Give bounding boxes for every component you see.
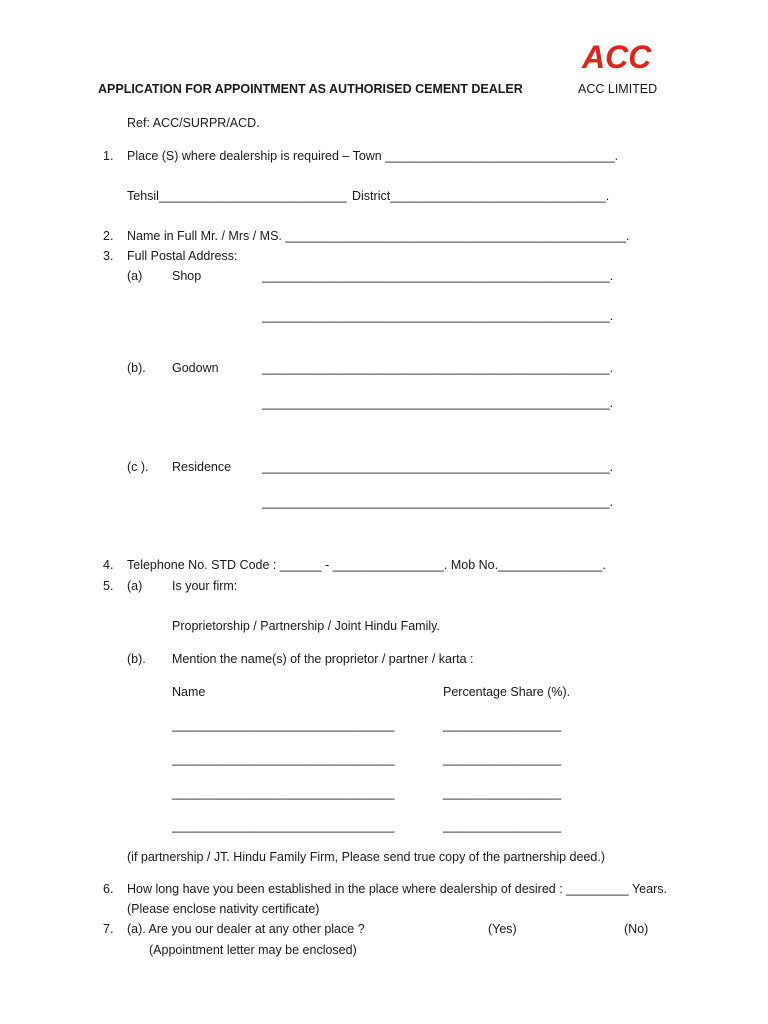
q1-number: 1. [103, 149, 114, 163]
acc-logo [580, 40, 692, 74]
firm-type-options: Proprietorship / Partnership / Joint Hindu Family. [172, 619, 440, 633]
document-title: APPLICATION FOR APPOINTMENT AS AUTHORISED CEMENT DEALER [98, 82, 523, 96]
column-header-name: Name [172, 685, 206, 699]
q7-yes-option: (Yes) [488, 922, 517, 936]
q2-name-field: Name in Full Mr. / Mrs / MS. _________________________________________________. [127, 229, 630, 243]
partner-name-line: ________________________________ [172, 786, 395, 800]
partner-share-line: _________________ [443, 718, 562, 732]
q5b-marker: (b). [127, 652, 146, 666]
partner-name-line: ________________________________ [172, 718, 395, 732]
godown-address-line-2: __________________________________________________. [262, 396, 614, 410]
q5b-question: Mention the name(s) of the proprietor / partner / karta : [172, 652, 474, 666]
godown-address-line-1: __________________________________________________. [262, 361, 614, 375]
q1-district-field: District_______________________________. [352, 189, 610, 203]
company-name: ACC LIMITED [578, 82, 658, 96]
residence-label: Residence [172, 460, 232, 474]
partner-name-line: ________________________________ [172, 819, 395, 833]
q2-number: 2. [103, 229, 114, 243]
q5-number: 5. [103, 579, 114, 593]
q7-note: (Appointment letter may be enclosed) [149, 943, 357, 957]
shop-marker: (a) [127, 269, 143, 283]
q1-tehsil-field: Tehsil___________________________ [127, 189, 347, 203]
reference: Ref: ACC/SURPR/ACD. [127, 116, 260, 130]
partner-name-line: ________________________________ [172, 752, 395, 766]
shop-label: Shop [172, 269, 202, 283]
q6-note: (Please enclose nativity certificate) [127, 902, 320, 916]
q4-number: 4. [103, 558, 114, 572]
q7-question: (a). Are you our dealer at any other place ? [127, 922, 365, 936]
shop-address-line-2: __________________________________________________. [262, 309, 614, 323]
column-header-share: Percentage Share (%). [443, 685, 571, 699]
q6-question: How long have you been established in the place where dealership of desired : _________ Years. [127, 882, 667, 896]
q7-number: 7. [103, 922, 114, 936]
q4-telephone-field: Telephone No. STD Code : ______ - ________________. Mob No._______________. [127, 558, 606, 572]
partnership-deed-note: (if partnership / JT. Hindu Family Firm, Please send true copy of the partnership deed.) [127, 850, 605, 864]
godown-label: Godown [172, 361, 219, 375]
q5a-question: Is your firm: [172, 579, 238, 593]
residence-marker: (c ). [127, 460, 149, 474]
partner-share-line: _________________ [443, 752, 562, 766]
acc-logo-text: ACC [582, 40, 652, 74]
residence-address-line-2: __________________________________________________. [262, 495, 614, 509]
q3-heading: Full Postal Address: [127, 249, 238, 263]
shop-address-line-1: __________________________________________________. [262, 269, 614, 283]
godown-marker: (b). [127, 361, 146, 375]
partner-share-line: _________________ [443, 819, 562, 833]
q1-town-field: Place (S) where dealership is required – Town _________________________________. [127, 149, 619, 163]
q5a-marker: (a) [127, 579, 143, 593]
partner-share-line: _________________ [443, 786, 562, 800]
q6-number: 6. [103, 882, 114, 896]
q3-number: 3. [103, 249, 114, 263]
residence-address-line-1: __________________________________________________. [262, 460, 614, 474]
q7-no-option: (No) [624, 922, 649, 936]
